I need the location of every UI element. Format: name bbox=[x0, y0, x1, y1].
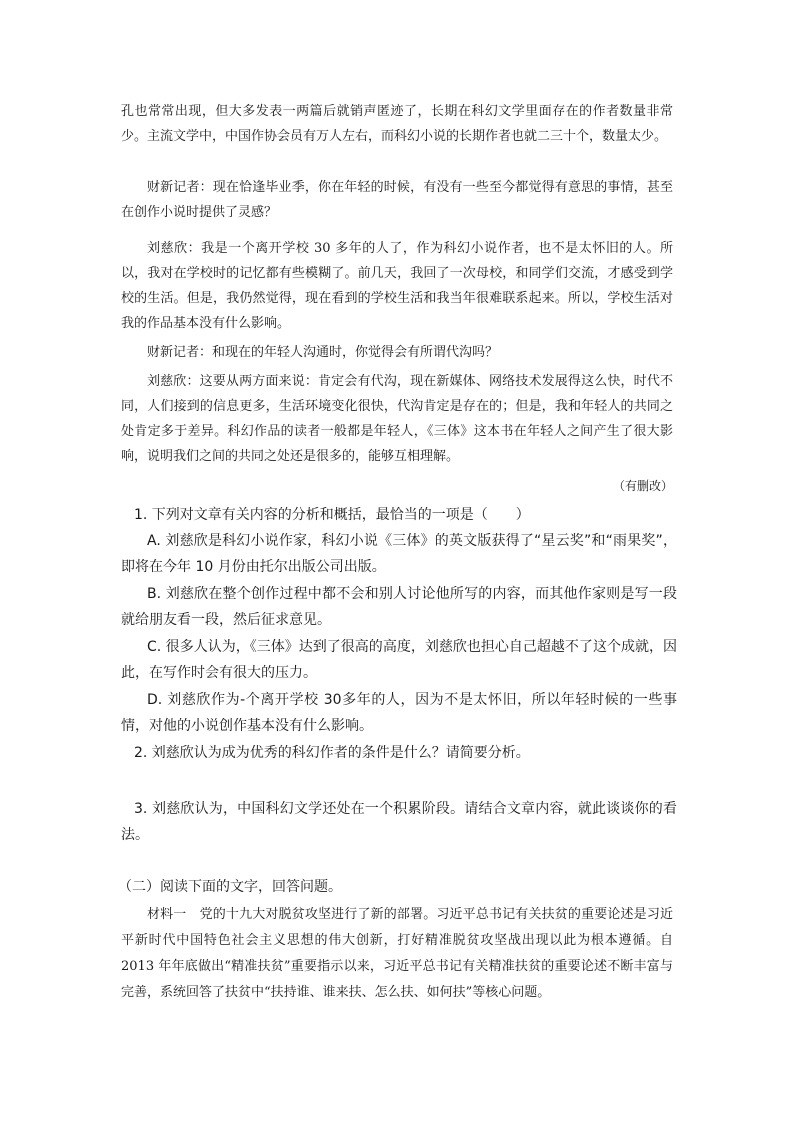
article-paragraph-2: 财新记者：现在恰逢毕业季，你在年轻的时候，有没有一些至今都觉得有意思的事情，甚至在创作小说时提供了灵感？ bbox=[121, 180, 673, 220]
article-paragraph-1: 孔也常常出现，但大多发表一两篇后就销声匿迹了，长期在科幻文学里面存在的作者数量非常少。主流文学中，中国作协会员有万人左右，而科幻小说的长期作者也就二三十个，数量太少。 bbox=[121, 104, 673, 144]
question-1-option-b: B. 刘慈欣在整个创作过程中都不会和别人讨论他所写的内容，而其他作家则是写一段就给朋友看一段，然后征求意见。 bbox=[121, 586, 677, 628]
question-1-option-c: C. 很多人认为，《三体》达到了很高的高度，刘慈欣也担心自己超越不了这个成就，因此，在写作时会有很大的压力。 bbox=[121, 639, 677, 681]
source-credit: （有删改） bbox=[612, 479, 673, 493]
question-3: 3. 刘慈欣认为，中国科幻文学还处在一个积累阶段。请结合文章内容，就此谈谈你的看法。 bbox=[121, 801, 677, 843]
article-paragraph-4: 财新记者：和现在的年轻人沟通时，你觉得会有所谓代沟吗？ bbox=[147, 345, 499, 360]
article-paragraph-3: 刘慈欣：我是一个离开学校 30 多年的人了，作为科幻小说作者，也不是太怀旧的人。所以，我对在学校时的记忆都有些模糊了。前几天，我回了一次母校，和同学们交流，才感受到学校的生活。但是，我仍然觉得，现在看到的学校生活和我当年很难联系起来。所以，学校生活对我的作品基本没有什么影响。 bbox=[121, 241, 673, 331]
question-1-option-d: D. 刘慈欣作为-个离开学校 30多年的人，因为不是太怀旧，所以年轻时候的一些事情，对他的小说创作基本没有什么影响。 bbox=[121, 692, 677, 734]
question-1-option-a: A. 刘慈欣是科幻小说作家，科幻小说《三体》的英文版获得了“星云奖”和“雨果奖”，即将在今年 10 月份由托尔出版公司出版。 bbox=[121, 533, 677, 575]
question-2: 2. 刘慈欣认为成为优秀的科幻作者的条件是什么？请简要分析。 bbox=[134, 745, 530, 761]
section-2-material-1: 材料一 党的十九大对脱贫攻坚进行了新的部署。习近平总书记有关扶贫的重要论述是习近平新时代中国特色社会主义思想的伟大创新，打好精准脱贫攻坚战出现以此为根本遵循。自 2013 年年底做出“精准扶贫”重要指示以来，习近平总书记有关精准扶贫的重要论述不断丰富与完善，系统回答了扶贫中“扶持谁、谁来扶、怎么扶、如何扶”等核心问题。 bbox=[121, 907, 673, 1000]
question-1-stem: 1. 下列对文章有关内容的分析和概括，最恰当的一项是（ ） bbox=[134, 507, 530, 523]
article-paragraph-5: 刘慈欣：这要从两方面来说：肯定会有代沟，现在新媒体、网络技术发展得这么快，时代不同，人们接到的信息更多，生活环境变化很快，代沟肯定是存在的；但是，我和年轻人的共同之处肯定多于差异。科幻作品的读者一般都是年轻人，《三体》这本书在年轻人之间产生了很大影响，说明我们之间的共同之处还是很多的，能够互相理解。 bbox=[121, 374, 673, 464]
section-2-heading: （二）阅读下面的文字，回答问题。 bbox=[118, 879, 342, 895]
